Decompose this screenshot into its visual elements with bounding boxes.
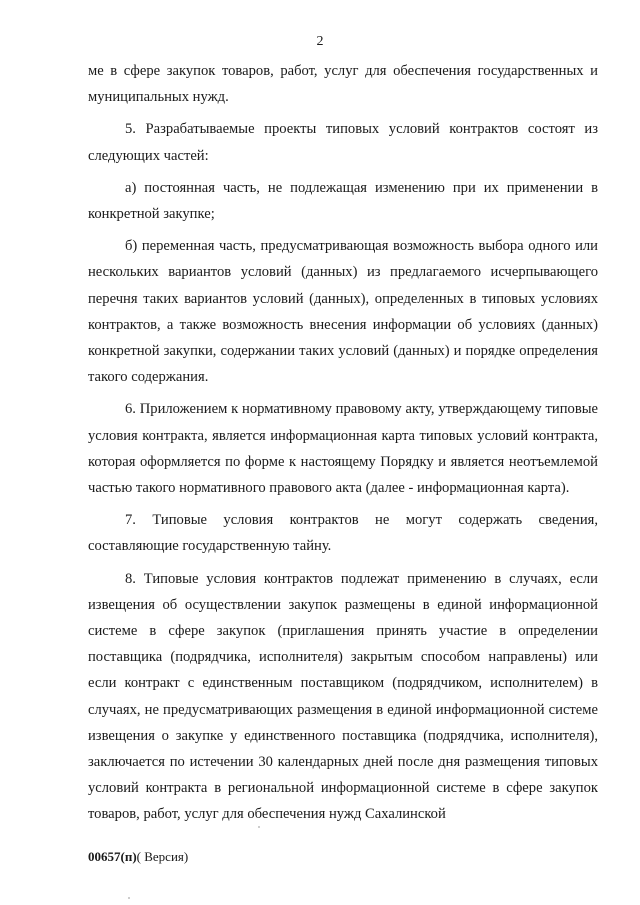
paragraph-continuation: ме в сфере закупок товаров, работ, услуг для обеспечения государственных и муниципальных нужд. bbox=[88, 63, 598, 106]
document-code: 00657(п) bbox=[88, 849, 137, 864]
page-number: 2 bbox=[316, 34, 324, 49]
paragraph-6: 6. Приложением к нормативному правовому акту, утверждающему типовые условия контракта, является информационная карта типовых условий контракта, которая оформляется по форме к настоящему Порядку и является неотъемлемой частью такого нормативного правового акта (далее - информационная карта). bbox=[88, 401, 598, 497]
scan-speck bbox=[258, 826, 260, 828]
paragraph-5a: а) постоянная часть, не подлежащая изменению при их применении в конкретной закупке; bbox=[88, 179, 598, 223]
paragraph-5: 5. Разрабатываемые проекты типовых условий контрактов состоят из следующих частей: bbox=[88, 121, 598, 164]
paragraph-8: 8. Типовые условия контрактов подлежат применению в случаях, если извещения об осуществлении закупок размещены в единой информационной системе в сфере закупок (приглашения принять участие в определении поставщика (подрядчика, исполнителя) закрытым способом направлены) или если контракт с единственным поставщиком (подрядчиком, исполнителем) в случаях, не предусматривающих размещения в единой информационной системе извещения о закупке у единственного поставщика (подрядчика, исполнителя), заключается по истечении 30 календарных дней после дня размещения типовых условий контракта в региональной информационной системе в сфере закупок товаров, работ, услуг для обеспечения нужд Сахалинской bbox=[88, 570, 598, 823]
document-body bbox=[88, 58, 598, 828]
document-version: ( Версия) bbox=[136, 849, 189, 864]
paragraph-7: 7. Типовые условия контрактов не могут содержать сведения, составляющие государственную тайну. bbox=[88, 512, 598, 555]
document-footer bbox=[88, 849, 188, 865]
paragraph-5b: б) переменная часть, предусматривающая возможность выбора одного или нескольких вариантов условий (данных) из предлагаемого исчерпывающего перечня таких вариантов условий (данных), определенных в типовых условиях контрактов, а также возможность внесения информации об условиях (данных) конкретной закупки, содержании таких условий (данных) и порядке определения такого содержания. bbox=[88, 238, 598, 386]
scan-speck bbox=[128, 897, 130, 899]
